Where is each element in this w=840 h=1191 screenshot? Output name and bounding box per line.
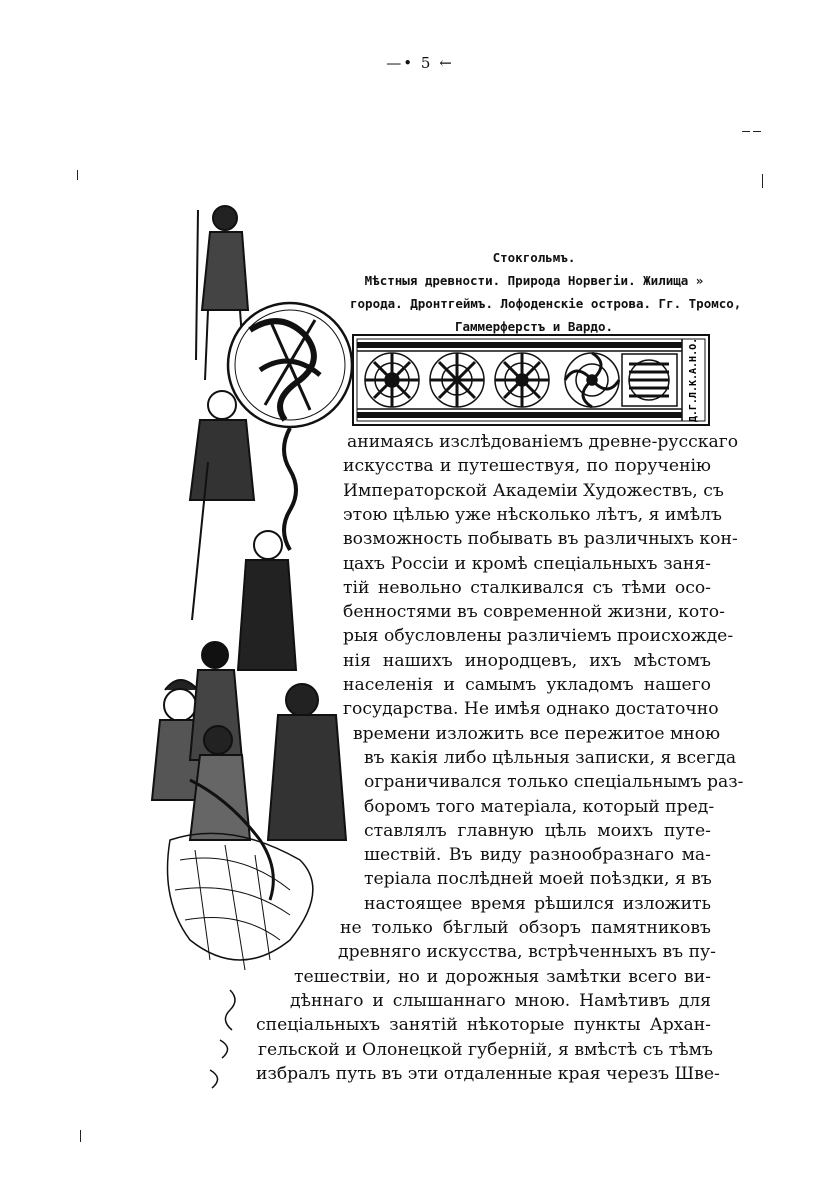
page-number-ornament-left: —• — [386, 54, 415, 72]
chapter-heading — [350, 246, 742, 338]
chapter-summary-line: Гаммерферстъ и Вардо. — [454, 319, 614, 334]
page-number-ornament-right: ← — [439, 54, 454, 72]
body-line: не только бѣглый обзоръ памятниковъ — [340, 918, 711, 938]
scan-mark — [753, 131, 761, 132]
body-line: бенностями въ современной жизни, кото- — [343, 602, 725, 623]
body-line: этою цѣлью уже нѣсколько лѣтъ, я имѣлъ — [343, 504, 722, 525]
body-line: нія нашихъ инородцевъ, ихъ мѣстомъ — [343, 650, 711, 671]
chapter-title: Стокгольмъ. — [492, 250, 576, 265]
body-line: спеціальныхъ занятій нѣкоторые пункты Архан- — [256, 1015, 711, 1036]
body-line: тій невольно сталкивался съ тѣми осо- — [343, 577, 711, 598]
chapter-summary-line: Мѣстныя древности. Природа Норвегіи. Жилища » — [364, 273, 704, 288]
body-line: древняго искусства, встрѣченныхъ въ пу- — [338, 942, 716, 963]
body-line: искусства и путешествуя, по порученію — [343, 456, 711, 477]
chapter-summary-line: города. Дронтгеймъ. Лофоденскіе острова. Гг. Тромсо, — [350, 296, 742, 311]
body-line: въ какія либо цѣльныя записки, я всегда — [364, 747, 737, 768]
scan-mark — [77, 170, 78, 180]
banner-signature: Д.Г.Л.К.А.Н.О. — [688, 337, 699, 423]
scan-mark — [742, 131, 750, 132]
body-line: анимаясь изслѣдованіемъ древне-русскаго — [347, 432, 739, 452]
scan-mark — [762, 174, 763, 188]
body-line: времени изложить все пережитое мною — [353, 723, 721, 744]
body-line: гельской и Олонецкой губерній, я вмѣстѣ съ тѣмъ — [258, 1039, 713, 1060]
body-line: настоящее время рѣшился изложить — [364, 893, 711, 914]
body-line: населенія и самымъ укладомъ нашего — [343, 675, 711, 695]
body-line: рыя обусловлены различіемъ происхожде- — [343, 626, 734, 647]
body-line: ограничивался только спеціальнымъ раз- — [364, 772, 744, 793]
body-line: шествій. Въ виду разнообразнаго ма- — [364, 845, 711, 866]
body-line: тешествіи, но и дорожныя замѣтки всего ви- — [294, 966, 711, 987]
scan-mark — [80, 1130, 81, 1142]
body-line: возможность побывать въ различныхъ кон- — [343, 529, 738, 550]
page-number-value: 5 — [420, 54, 433, 72]
body-line: дѣннаго и слышаннаго мною. Намѣтивъ для — [290, 990, 711, 1011]
body-line: избралъ путь въ эти отдаленные края черезъ Шве- — [256, 1063, 720, 1084]
body-line: цахъ Россіи и кромѣ спеціальныхъ заня- — [343, 553, 711, 574]
body-line: Императорской Академіи Художествъ, съ — [343, 480, 724, 501]
page-number — [0, 54, 840, 72]
body-line: государства. Не имѣя однако достаточно — [343, 699, 719, 720]
body-line: теріала послѣдней моей поѣздки, я въ — [364, 869, 712, 890]
body-line: ставлялъ главную цѣль моихъ путе- — [364, 820, 711, 841]
ornamental-banner — [352, 334, 710, 426]
body-line: боромъ того матеріала, который пред- — [364, 796, 715, 817]
